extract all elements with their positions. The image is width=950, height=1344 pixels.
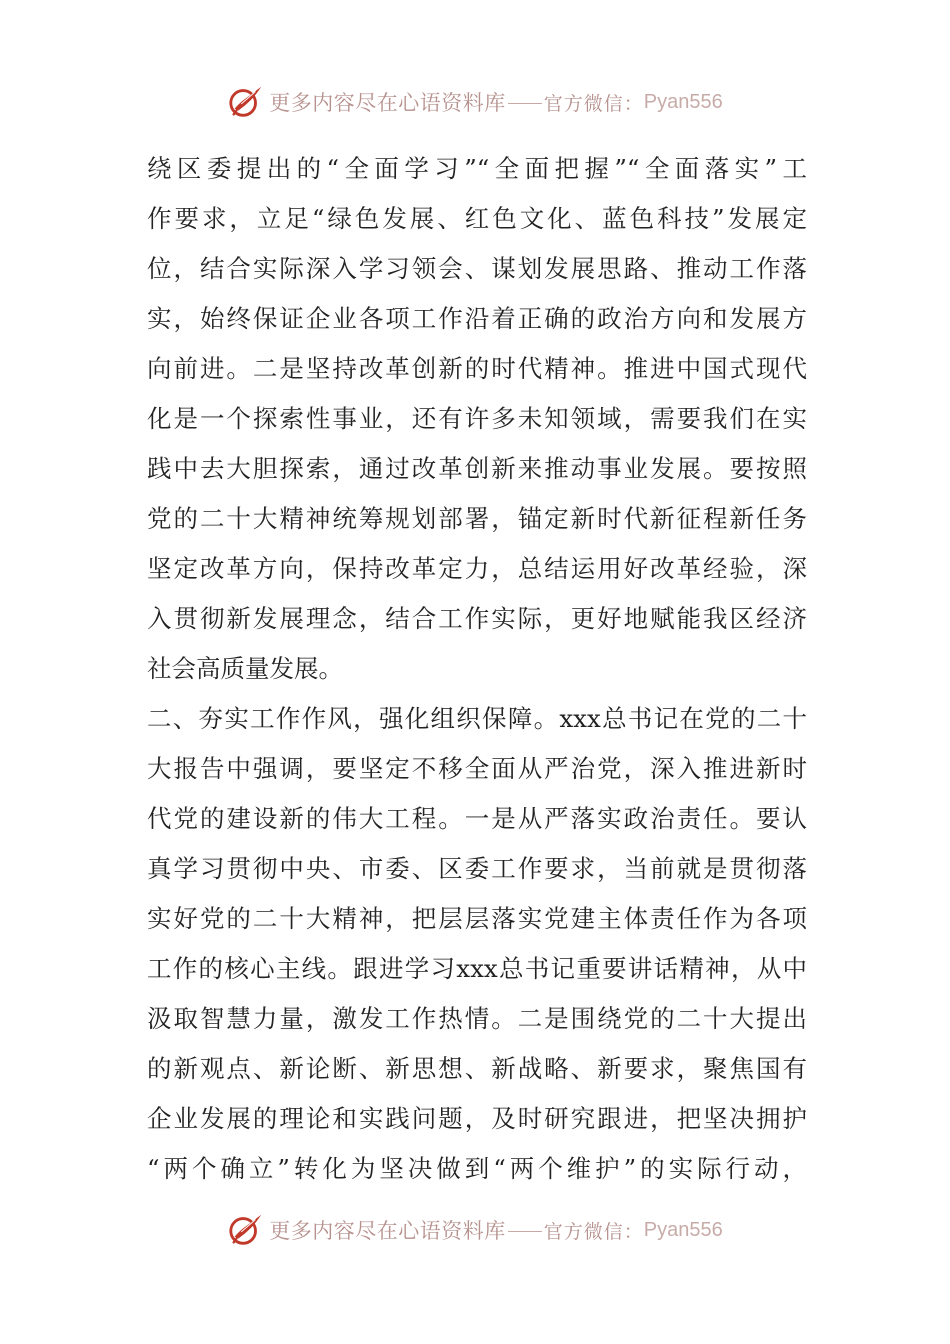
body-line: 企业发展的理论和实践问题，及时研究跟进，把坚决拥护 bbox=[147, 1104, 807, 1133]
body-line: 党的二十大精神统筹规划部署，锚定新时代新征程新任务 bbox=[147, 504, 807, 533]
body-line: 真学习贯彻中央、市委、区委工作要求，当前就是贯彻落 bbox=[147, 854, 807, 883]
body-line: 工作的核心主线。跟进学习xxx总书记重要讲话精神，从中 bbox=[147, 954, 807, 983]
body-line: 化是一个探索性事业，还有许多未知领域，需要我们在实 bbox=[147, 404, 807, 433]
body-line: 汲取智慧力量，激发工作热情。二是围绕党的二十大提出 bbox=[147, 1004, 807, 1033]
body-line: 代党的建设新的伟大工程。一是从严落实政治责任。要认 bbox=[147, 804, 807, 833]
body-line: 践中去大胆探索，通过改革创新来推动事业发展。要按照 bbox=[147, 454, 807, 483]
wechat-label: 官方微信： bbox=[543, 1220, 644, 1243]
quill-logo-icon bbox=[227, 83, 265, 121]
body-line: 大报告中强调，要坚定不移全面从严治党，深入推进新时 bbox=[147, 754, 807, 783]
body-line: 向前进。二是坚持改革创新的时代精神。推进中国式现代 bbox=[147, 354, 807, 383]
wechat-id: Pyan556 bbox=[643, 1218, 723, 1241]
body-line: 入贯彻新发展理念，结合工作实际，更好地赋能我区经济 bbox=[147, 604, 807, 633]
body-line: 的新观点、新论断、新思想、新战略、新要求，聚焦国有 bbox=[147, 1054, 807, 1083]
wechat-label: 官方微信： bbox=[543, 92, 644, 115]
body-line: “两个确立”转化为坚决做到“两个维护”的实际行动， bbox=[147, 1154, 807, 1183]
body-line: 绕区委提出的“全面学习”“全面把握”“全面落实”工 bbox=[147, 154, 807, 183]
banner-dash bbox=[508, 1231, 542, 1232]
header-banner bbox=[0, 78, 950, 126]
site-name: 更多内容尽在心语资料库 bbox=[269, 1219, 506, 1243]
banner-dash bbox=[508, 103, 542, 104]
body-line: 坚定改革方向，保持改革定力，总结运用好改革经验，深 bbox=[147, 554, 807, 583]
wechat-id: Pyan556 bbox=[643, 90, 723, 113]
section-heading-line: 二、夯实工作作风，强化组织保障。xxx总书记在党的二十 bbox=[147, 704, 807, 733]
footer-banner bbox=[0, 1206, 950, 1254]
body-line: 作要求，立足“绿色发展、红色文化、蓝色科技”发展定 bbox=[147, 204, 807, 233]
site-name: 更多内容尽在心语资料库 bbox=[269, 91, 506, 115]
document-body bbox=[147, 144, 807, 1194]
body-line: 位，结合实际深入学习领会、谋划发展思路、推动工作落 bbox=[147, 254, 807, 283]
quill-logo-icon bbox=[227, 1211, 265, 1249]
body-line: 实，始终保证企业各项工作沿着正确的政治方向和发展方 bbox=[147, 304, 807, 333]
body-line: 社会高质量发展。 bbox=[147, 654, 343, 683]
body-line: 实好党的二十大精神，把层层落实党建主体责任作为各项 bbox=[147, 904, 807, 933]
